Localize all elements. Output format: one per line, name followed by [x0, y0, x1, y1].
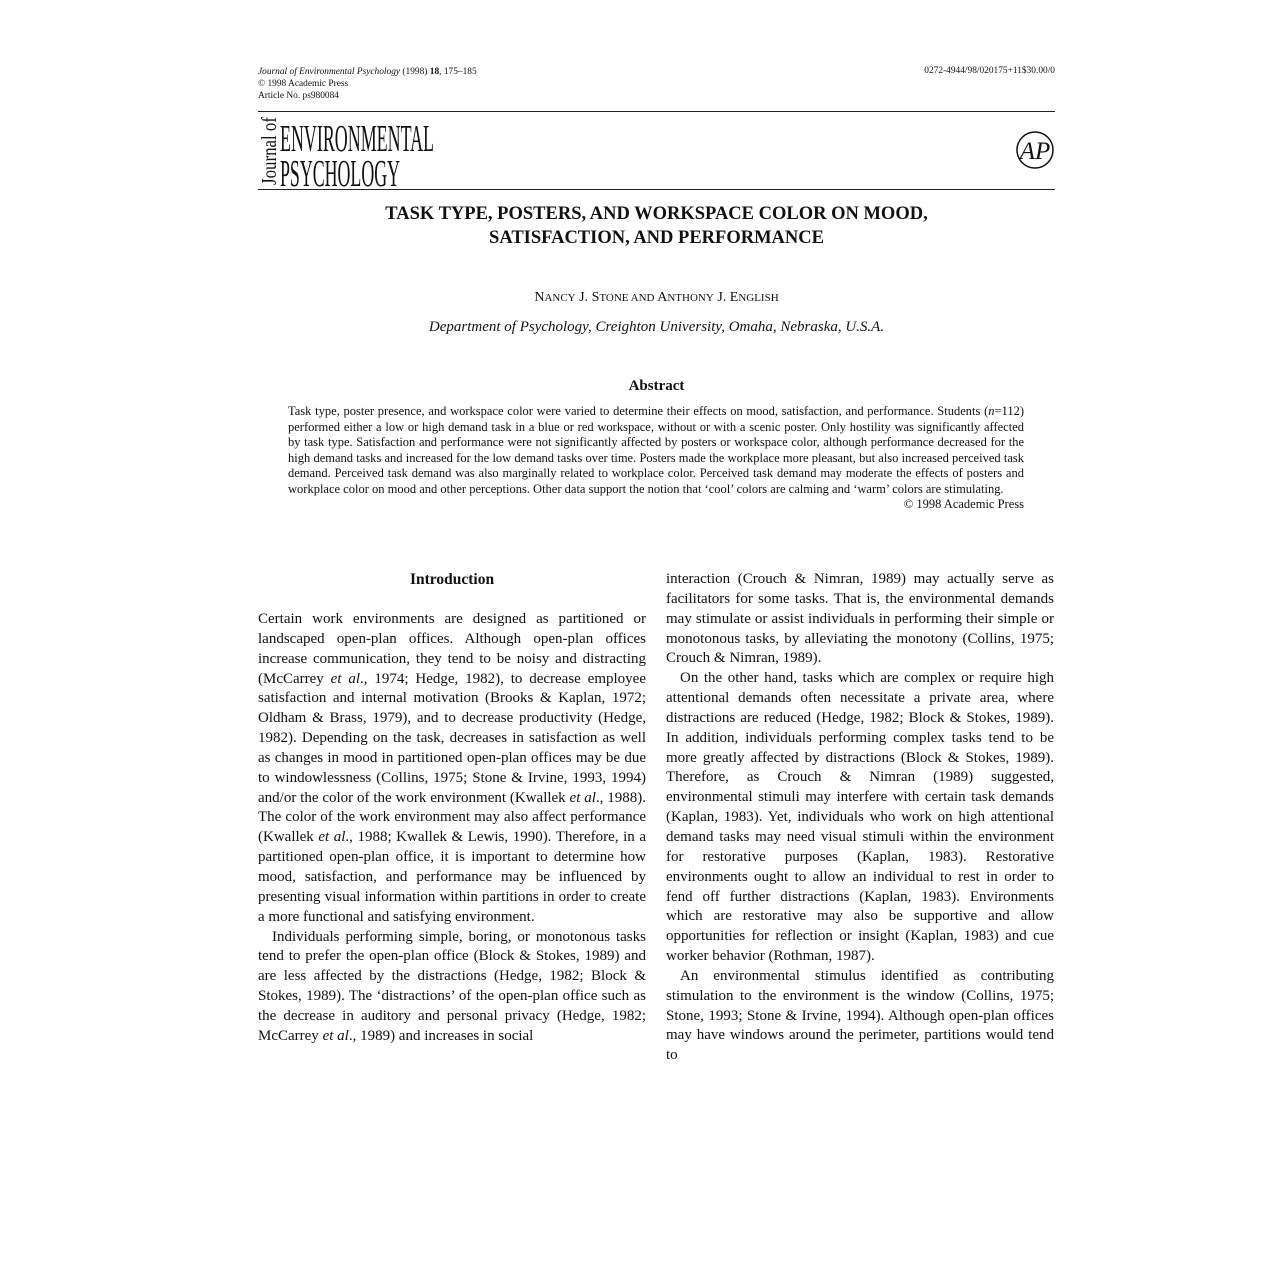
copyright-line: © 1998 Academic Press [258, 79, 349, 89]
article-title [258, 202, 1055, 250]
author-line [258, 290, 1055, 306]
et-al: et al [569, 789, 596, 806]
title-line-1: TASK TYPE, POSTERS, AND WORKSPACE COLOR ON MOOD, [385, 204, 928, 224]
paragraph-text: Individuals performing simple, boring, or monotonous tasks tend to prefer the open-plan office (Block & Stokes, 1989) and are less affected by the distractions (Hedge, 1982; Block & Stokes, 1989). The ‘distractions’ of the open-plan office such as the decrease in auditory and personal privacy (Hedge, 1982; McCarrey [258, 928, 646, 1044]
author1-last-initial: S [591, 290, 600, 305]
header-rule-top [258, 111, 1055, 112]
publisher-mark-text: AP [1019, 138, 1051, 165]
logo-journal-of: Journal of [257, 100, 281, 185]
author-and: AND [628, 292, 658, 304]
et-al: et al [330, 670, 360, 687]
author2-first-initial: A [657, 290, 668, 305]
author2-last-rest: NGLISH [738, 292, 779, 304]
paragraph [258, 610, 646, 928]
author2-first-rest: NTHONY [667, 292, 714, 304]
abstract-body [288, 404, 1024, 513]
paragraph: An environmental stimulus identified as contributing stimulation to the environment is the window (Collins, 1975; Stone, 1993; Stone & Irvine, 1994). Although open-plan offices may have windows around the perimeter, partitions would tend to [666, 967, 1054, 1064]
paragraph-text: ., 1988; Kwallek & Lewis, 1990). Therefore, in a partitioned open-plan office, it is important to determine how mood, satisfaction, and performance may be influenced by presenting visual information within partitions in order to create a more functional and satisfying environment. [258, 829, 646, 925]
header-rule-bottom [258, 189, 1055, 190]
et-al: et al [318, 829, 346, 846]
affiliation: Department of Psychology, Creighton University, Omaha, Nebraska, U.S.A. [428, 319, 885, 335]
abstract-n-symbol: n [988, 404, 995, 418]
author1-middle: J. [575, 290, 592, 305]
paragraph: interaction (Crouch & Nimran, 1989) may actually serve as facilitators for some tasks. That is, the environmental demands may stimulate or assist individuals in performing their simple or monotonous tasks, by alleviating the monotony (Collins, 1975; Crouch & Nimran, 1989). [666, 571, 1054, 667]
citation-line [258, 66, 477, 78]
author1-first-rest: ANCY [544, 292, 576, 304]
academic-press-logo [1015, 130, 1055, 170]
paragraph [258, 928, 646, 1047]
article-number: Article No. ps980084 [258, 91, 339, 101]
logo-psychology: PSYCHOLOGY [280, 153, 400, 195]
abstract-text-1: Task type, poster presence, and workspace color were varied to determine their effects on mood, satisfaction, and performance. Students ( [288, 404, 989, 418]
journal-volume: 18 [429, 67, 440, 77]
author2-middle: J. [713, 290, 730, 305]
paragraph-text: ., 1989) and increases in social [348, 1027, 534, 1044]
issn-code: 0272-4944/98/020175+11$30.00/0 [924, 66, 1055, 76]
paragraph: On the other hand, tasks which are complex or require high attentional demands often necessitate a private area, where distractions are reduced (Hedge, 1982; Block & Stokes, 1989). In addition, individuals performing complex tasks tend to be more greatly affected by distractions (Block & Stokes, 1989). Therefore, as Crouch & Nimran (1989) suggested, environmental stimuli may interfere with certain task demands (Kaplan, 1983). Yet, individuals who work on high attentional demand tasks may need visual stimuli within the environment for restorative purposes (Kaplan, 1983). Restorative environments ought to allow an individual to rest in order to fend off further distractions (Kaplan, 1983). Environments which are restorative may also be supportive and allow opportunities for reflection or insight (Kaplan, 1983) and cue worker behavior (Rothman, 1987). [666, 670, 1054, 965]
body-column-left [258, 570, 646, 1047]
journal-page [258, 62, 1055, 1162]
abstract-copyright: © 1998 Academic Press [903, 497, 1024, 511]
author1-first-initial: N [534, 290, 545, 305]
paragraph-text: ., 1974; Hedge, 1982), to decrease employee satisfaction and internal motivation (Brooks & Kaplan, 1972; Oldham & Brass, 1979), and to decrease productivity (Hedge, 1982). Depending on the task, decreases in satisfaction as well as changes in mood in partitioned open-plan offices may be due to windowlessness (Collins, 1975; Stone & Irvine, 1993, 1994) and/or the color of the work environment (Kwallek [258, 670, 646, 806]
et-al: et al [322, 1027, 349, 1044]
title-line-2: SATISFACTION, AND PERFORMANCE [489, 228, 824, 248]
paragraph-text: ., 1988). The color of the work environment may also affect performance (Kwallek [258, 789, 646, 846]
journal-year: (1998) [402, 67, 428, 77]
journal-pages: , 175–185 [439, 67, 477, 77]
paragraph-text: Certain work environments are designed as partitioned or landscaped open-plan offices. Although open-plan offices increase communication, they tend to be noisy and distracting (McCarrey [258, 611, 646, 687]
abstract-text-2: =112) performed either a low or high demand task in a blue or red workspace, without or with a scenic poster. Only hostility was significantly affected by task type. Satisfaction and performance were not significantly affected by posters or workspace color, although performance decreased for the high demand tasks and increased for the low demand tasks over time. Posters made the workplace more pleasant, but also increased perceived task demand. Perceived task demand was also marginally related to workplace color. Perceived task demand may moderate the effects of posters and workplace color on mood and other perceptions. Other data support the notion that ‘cool’ colors are calming and ‘warm’ colors are stimulating. [288, 404, 1024, 496]
author1-last-rest: TONE [599, 292, 629, 304]
section-heading-introduction: Introduction [409, 571, 495, 588]
body-column-right [666, 570, 1054, 1066]
abstract-heading: Abstract [628, 378, 685, 394]
logo-environmental: ENVIRONMENTAL [280, 118, 434, 160]
journal-name: Journal of Environmental Psychology [258, 67, 401, 77]
journal-logo [257, 100, 448, 195]
author2-last-initial: E [729, 290, 739, 305]
citation-header [258, 66, 477, 102]
